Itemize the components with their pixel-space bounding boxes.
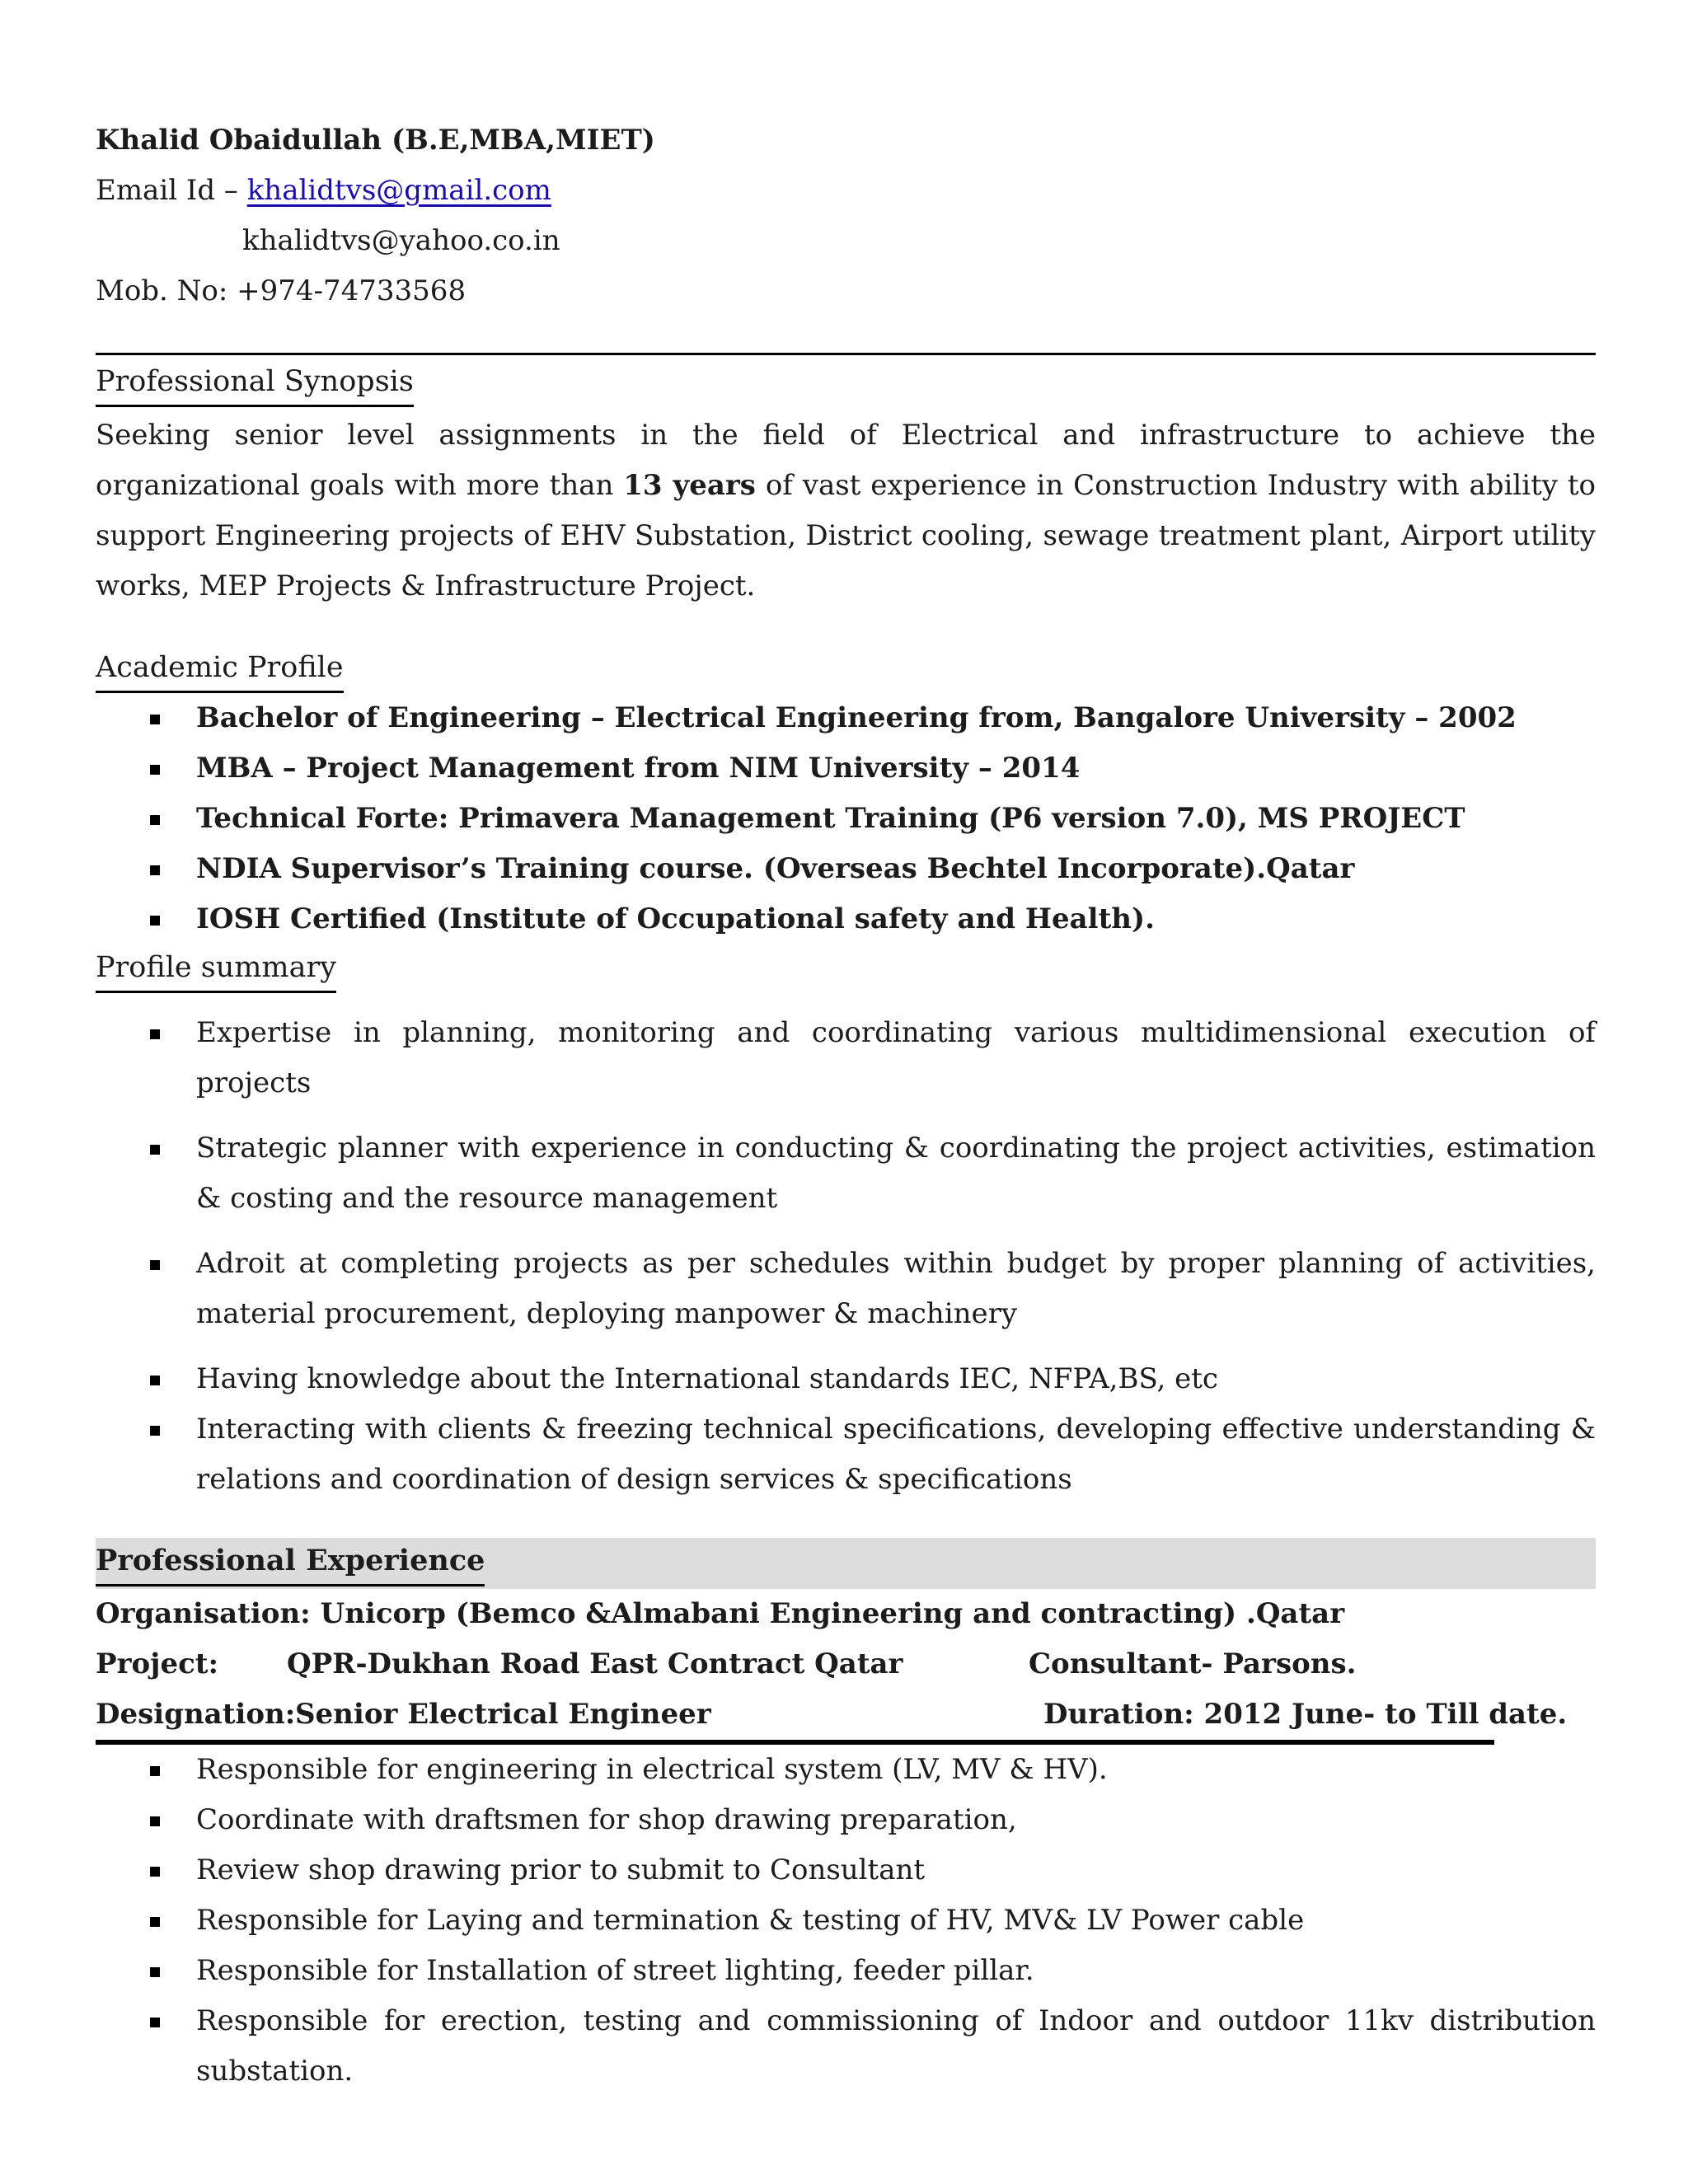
summary-list <box>96 1008 1596 1505</box>
synopsis-heading: Professional Synopsis <box>96 359 414 407</box>
list-item: Review shop drawing prior to submit to Consultant <box>96 1845 1596 1896</box>
experience-list <box>96 1745 1596 2097</box>
synopsis-text-end: of vast experience in Construction Industry with ability to support Engineering projects of EHV Substation, District cooling, sewage treatment plant, Airport utility works, MEP Projects & Infrastructure Project. <box>96 469 1596 602</box>
list-item: Strategic planner with experience in conducting & coordinating the project activities, estimation & costing and the resource management <box>96 1123 1596 1224</box>
duration: Duration: 2012 June- to Till date. <box>1043 1698 1568 1731</box>
email-primary-link[interactable]: khalidtvs@gmail.com <box>246 174 551 207</box>
experience-header-bar <box>96 1538 1596 1589</box>
list-item: NDIA Supervisor’s Training course. (Overseas Bechtel Incorporate).Qatar <box>96 844 1596 894</box>
consultant: Consultant- Parsons. <box>1029 1647 1357 1680</box>
academic-list <box>96 693 1596 944</box>
list-item: Technical Forte: Primavera Management Training (P6 version 7.0), MS PROJECT <box>96 794 1596 844</box>
synopsis-text-start: Seeking senior level assignments in the field of Electrical and infrastructure to achieve the organizational goals with more than <box>96 419 1596 502</box>
synopsis-text <box>96 410 1596 612</box>
list-item: Responsible for erection, testing and commissioning of Indoor and outdoor 11kv distribution substation. <box>96 1996 1596 2097</box>
list-item: Responsible for Laying and termination & testing of HV, MV& LV Power cable <box>96 1896 1596 1946</box>
email-label: Email Id – <box>96 174 247 207</box>
email-line <box>96 166 1596 216</box>
list-item: Having knowledge about the International standards IEC, NFPA,BS, etc <box>96 1354 1596 1404</box>
candidate-name: Khalid Obaidullah (B.E,MBA,MIET) <box>96 124 655 157</box>
email-secondary: khalidtvs@yahoo.co.in <box>242 224 560 257</box>
list-item: Expertise in planning, monitoring and coordinating various multidimensional execution of projects <box>96 1008 1596 1108</box>
designation-value: Senior Electrical Engineer <box>295 1698 711 1731</box>
academic-heading: Academic Profile <box>96 644 344 693</box>
resume-page <box>96 115 1596 2097</box>
project-value: QPR-Dukhan Road East Contract Qatar <box>287 1647 903 1680</box>
project-line <box>96 1639 1596 1690</box>
experience-heading: Professional Experience <box>96 1538 485 1586</box>
summary-heading: Profile summary <box>96 944 336 993</box>
project-label: Project: <box>96 1647 219 1680</box>
list-item: Bachelor of Engineering – Electrical Engineering from, Bangalore University – 2002 <box>96 693 1596 743</box>
list-item: Adroit at completing projects as per schedules within budget by proper planning of activities, material procurement, deploying manpower & machinery <box>96 1239 1596 1339</box>
designation-line <box>96 1690 1568 1745</box>
header-divider <box>96 353 1596 355</box>
designation-label: Designation: <box>96 1698 296 1731</box>
list-item: MBA – Project Management from NIM University – 2014 <box>96 743 1596 794</box>
list-item: Responsible for engineering in electrical system (LV, MV & HV). <box>96 1745 1596 1795</box>
organisation-line <box>96 1589 1596 1639</box>
organisation: Organisation: Unicorp (Bemco &Almabani Engineering and contracting) .Qatar <box>96 1597 1345 1630</box>
list-item: Responsible for Installation of street lighting, feeder pillar. <box>96 1946 1596 1996</box>
mobile-number: Mob. No: +974-74733568 <box>96 274 467 307</box>
list-item: IOSH Certified (Institute of Occupational safety and Health). <box>96 894 1596 944</box>
list-item: Coordinate with draftsmen for shop drawing preparation, <box>96 1795 1596 1845</box>
list-item: Interacting with clients & freezing technical specifications, developing effective understanding & relations and coordination of design services & specifications <box>96 1404 1596 1505</box>
synopsis-years: 13 years <box>623 469 756 502</box>
